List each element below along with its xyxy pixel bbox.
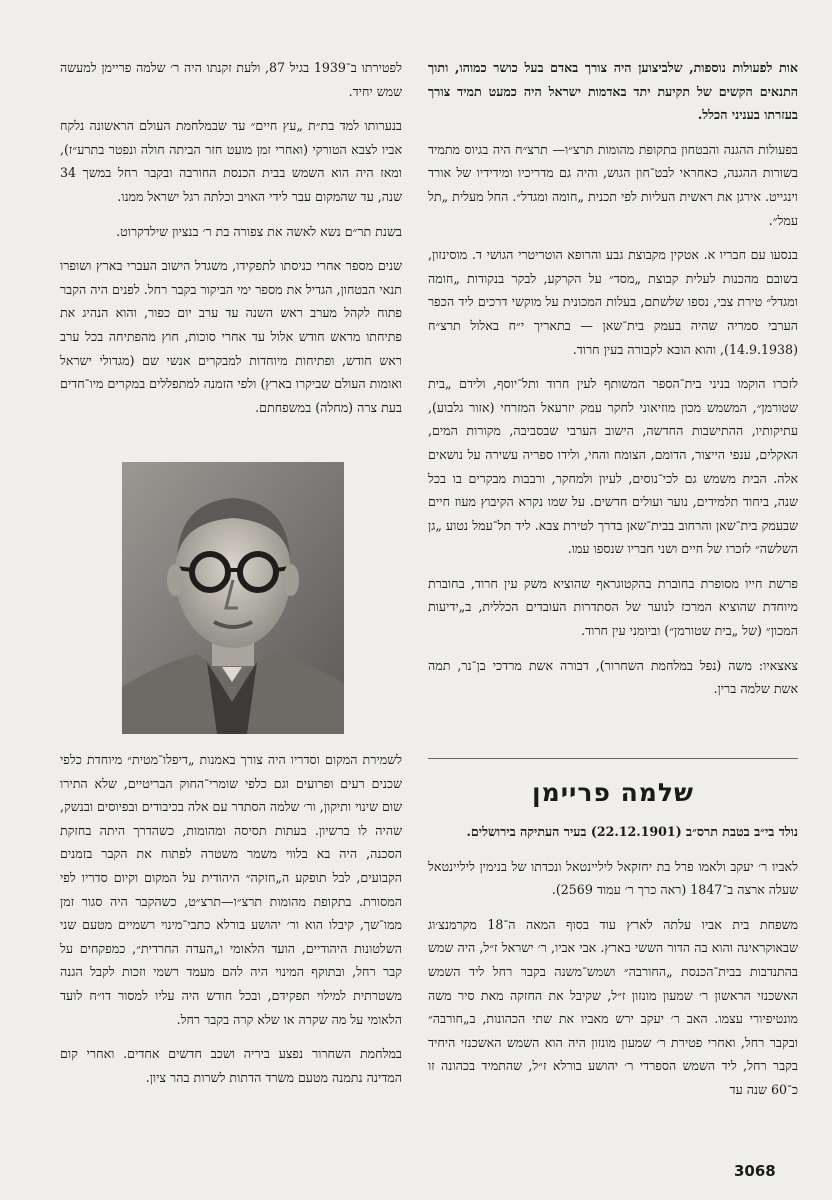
paragraph: פרשת חייו מסופרת בחוברת בהקטוגראף שהוציא משק עין חרוד, בחוברת מיוחדת שהוציא המרכז לנוער של הסתדרות העובדים הכללית, ב„ידיעות המכון״ (של „בית שטורמן״) וביומני עין חרוד. — [428, 575, 798, 639]
bio-column — [428, 820, 798, 1113]
paragraph: בפעולות ההגנה והבטחון בתקופת מהומות תרצ״ו— תרצ״ח היה בגיוס מתמיד בשורות ההגנה, כאחראי לבט־חון הגוש, והיה גם מדריכיו ומידידיו של אורד וינגייט. אירגן את ראשית העליות לפי תכנית „חומה ומגדל״. החל מעלית „תל עמל״. — [428, 141, 798, 228]
portrait-photo — [122, 462, 344, 734]
section-divider — [428, 758, 798, 759]
paragraph: בשנת תר״ם נשא לאשה את צפורה בת ר׳ בנציון שילדקרוט. — [116, 223, 402, 239]
right-column — [428, 56, 798, 712]
paragraph: משפחת בית אביו עלתה לארץ עוד בסוף המאה ה־18 מקרמנצ׳וג שבאוקראינה והוא בה הדור הששי בארץ. אבי אביו, ר׳ ישראל ז״ל, היה שמש בהתנדבות בבית־הכנסת „החורבה״ ושמש־משנה בקבר רחל ליד השמש האשכנזי הראשון ר׳ שמעון מונזון ז״ל, שקיבל את החזקה מאת סיר משה מונטיפיורי עצמו. האב ר׳ יעקב ירש מאביו את שתי הכהונות, ב„חורבה״ ובקבר רחל, ואחרי פטירת ר׳ שמעון מונזון היה הוא השמש האשכנזי היחיד בקבר רחל, ליד השמש הספרדי ר׳ יהושע בורלא ז״ל, שהתמיד בכהונה זו כ־60 שנה עד — [428, 916, 799, 1097]
page-number: 3068 — [734, 1162, 776, 1180]
paragraph: אות לפעולות נוספות, שלביצוען היה צורך באדם בעל כושר כמוהו, ותוך התנאים הקשים של תקיעת יתד באדמות ישראל היה כמעט תמיד צורך בעזרתו בעניני הכלל. — [428, 60, 798, 123]
paragraph: במלחמת השחרור נפצע ביריה ושכב חדשים אחדים. ואחרי קום המדינה נתמנה מטעם משרד הדתות לשרות בהר ציון. — [60, 1046, 402, 1085]
paragraph: לאביו ר׳ יעקב ולאמו פרל בת יחזקאל ליליינטאל ונכדתו של בנימין ליליינטאל שעלה ארצה ב־1847 (ראה כרך ר׳ עמוד 2569). — [428, 858, 798, 898]
paragraph: בנסעו עם חבריו א. אטקין מקבוצת גבע והרופא הוטריטרי הגושי ד. מוסינזון, בשובם מהכנות לעלית קבוצת „מסד״ על הקרקע, לבקר בנקודות „חומה ומגדל״ טירת צבי, נספו שלשתם, בעלות המכונית על מוקשי דרכים ליד הכפר הערבי סמריה שהיה בעמק בית־שאן — בתאריך י״ח באלול תרצ״ח (14.9.1938), והוא הובא לקבורה בעין חרוד. — [428, 247, 798, 357]
paragraph: צאצאיו: משה (נפל במלחמת השחרור), דבורה אשת מרדכי בן־נר, תמה אשת שלמה ברין. — [428, 657, 798, 697]
left-column-bottom — [60, 748, 402, 1100]
paragraph: נולד בי״ב בטבת תרס״ב (22.12.1901) בעיר העתיקה בירושלים. — [466, 824, 798, 839]
paragraph: בנערותו למד בת״ת „עץ חיים״ עד שבמלחמת העולם הראשונה נלקח אביו לצבא הטורקי (ואחרי זמן מועט חזר הביתה חולה ונפטר בתרע״ז), ומאז היה הוא השמש בבית הכנסת החורבה ובקבר רחל במשך 34 שנה, עד שהמקום עבר לידי האויב וכלתה רגל ישראל ממנו. — [60, 118, 402, 204]
paragraph: שנים מספר אחרי כניסתו לתפקידו, משגדל הישוב העברי בארץ ושופרו תנאי הבטחון, הגדיל את מספר ימי הביקור בקבר רחל. לפנים היה הקבר פתוח לקהל מערב ראש השנה עד ערב יום כפור, והוא הנהיג את פתיחתו מראש חודש אלול עד אחרי סוכות, חוץ מהפתיחה בכל ערב ראש חודש, ופתיחות מיוחדות למבקרים אנשי שם (מגדולי ישראל ואומות העולם שביקרו בארץ) ולפי הזמנה למתפללים במקרים מיו־חדים בעת צרה (מחלה) במשפחתם. — [60, 258, 402, 415]
left-column-top — [60, 56, 402, 430]
paragraph: לזכרו הוקמו בניני בית־הספר המשותף לעין חרוד ותל־יוסף, ולידם „בית שטורמן״, המשמש מכון מוזיאוני לחקר עמק יזרעאל המזרחי (אזור גלבוע), עתיקותיו, ההתישבות החדשה, הישוב הערבי שבסביבה, מקורות המים, האקלים, ענפי הייצור, הדומם, הצומח והחי, ולידו ספריה עשירה על נושאים אלה. הבית משמש גם לכי־נוסים, לעיון ולמחקר, ורבבות מבקרים בו בכל שנה, ביחוד תלמידים, נוער ועולים חדשים. על שמו נקרא הקיבוץ מעוז חיים שבעמק בית־שאן והרחוב בבית־שאן בדרך לטירת צבא. ליד תל־עמל נטוע „גן השלשה״ לזכרו של חיים ושני חבריו שנספו עמו. — [428, 376, 798, 557]
entry-heading: שלמה פריימן — [532, 778, 694, 807]
paragraph: לשמירת המקום וסדריו היה צורך באמנות „דיפלו־מטית״ מיוחדת כלפי שכנים רעים ופרועים וגם כלפי שומרי־החוק הבריטיים, שלא התירו שום שינוי ותיקון, ור׳ שלמה הסתדר עם אלה בכיבודים ובפיוסים ובנשק, שהיה לו ברשיון. בעתות תסיסה ומהומות, כשהדרך היתה בחזקת הסכנה, היה בא בלווי משמר משטרה לפתוח את הקבר בזמנים הקבועים, לבל תופקע ה„חזקה״ היהודית על המקום וקיום סדריו לפי המסורת. בתקופת מהומות תרצ״ו—תרצ״ט, כשהקבר היה סגור זמן ממו־שך, קיבלו הוא ור׳ יהושע בורלא כתבי־מינוי רשמיים מטעם שני השלטונות היהודיים, הועד הלאומי ו„העדה החרדית״, כמפקחים על קבר רחל, ובתוקף המינוי היה להם מעמד רשמי וזכות לקבל הגנה משטרתית למילוי תפקידם, ובכל חודש היה עליו למסור דו״ח לועד הלאומי על מה שקרה או שלא קרה בקבר רחל. — [60, 752, 402, 1027]
paragraph: לפטירתו ב־1939 בגיל 87, ולעת זקנתו היה ר׳ שלמה פריימן למעשה שמש יחיד. — [60, 60, 402, 99]
portrait-image — [122, 462, 344, 734]
